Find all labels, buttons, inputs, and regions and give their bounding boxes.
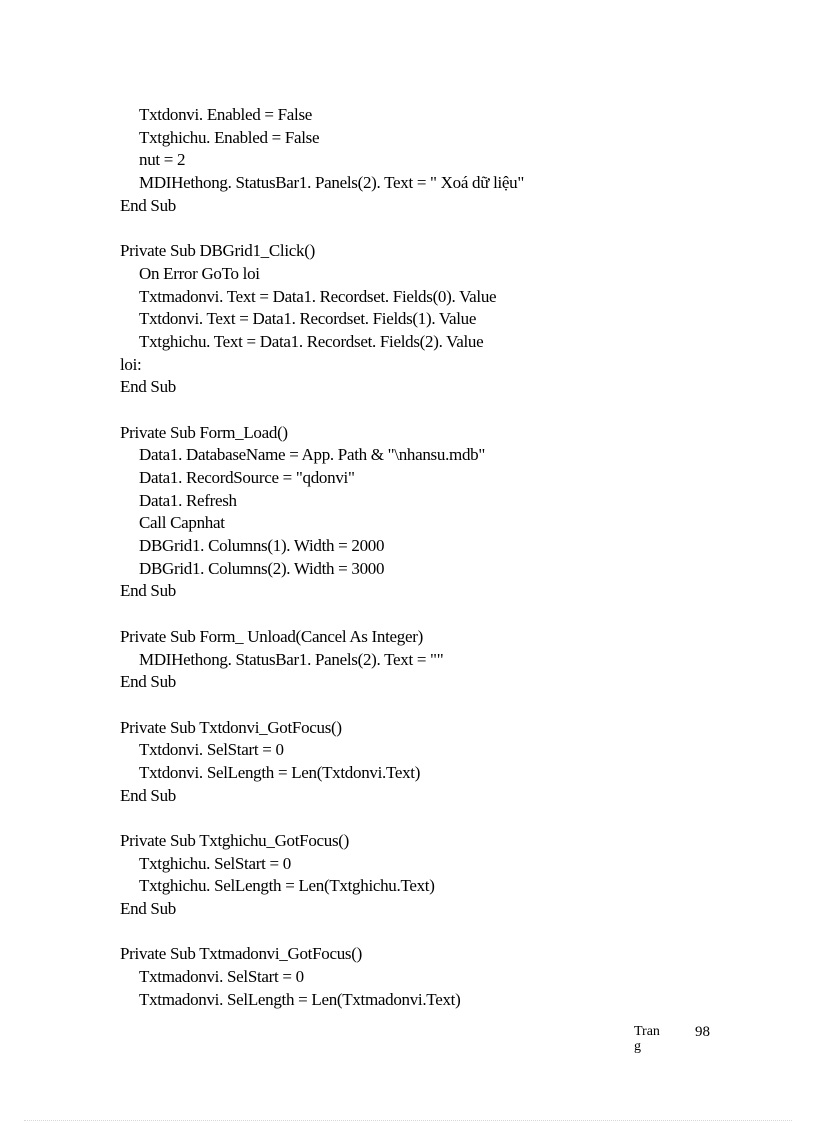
code-line: Txtmadonvi. SelStart = 0: [139, 967, 304, 987]
blank-line: [120, 921, 720, 944]
code-line: Data1. DatabaseName = App. Path & "\nhansu.mdb": [139, 445, 485, 465]
blank-line: [120, 217, 720, 240]
code-line: End Sub: [120, 195, 176, 215]
page-number: 98: [695, 1024, 710, 1040]
code-line: Txtghichu. SelLength = Len(Txtghichu.Text): [139, 876, 435, 896]
blank-line: [120, 399, 720, 422]
code-line: Txtdonvi. Text = Data1. Recordset. Fields(1). Value: [139, 309, 477, 329]
code-line: Data1. Refresh: [139, 490, 237, 510]
code-line: nut = 2: [139, 150, 186, 170]
code-line: Txtdonvi. SelStart = 0: [139, 740, 284, 760]
code-line: End Sub: [120, 377, 176, 397]
code-line: Private Sub Form_Load(): [120, 422, 288, 442]
code-line: Private Sub Txtmadonvi_GotFocus(): [120, 944, 362, 964]
code-line: Private Sub Form_ Unload(Cancel As Integer): [120, 626, 423, 646]
code-line: Txtmadonvi. Text = Data1. Recordset. Fields(0). Value: [139, 286, 497, 306]
blank-line: [120, 694, 720, 717]
code-line: MDIHethong. StatusBar1. Panels(2). Text = " Xoá dữ liệu": [139, 173, 525, 193]
code-line: End Sub: [120, 581, 176, 601]
code-line: End Sub: [120, 672, 176, 692]
code-line: On Error GoTo loi: [139, 263, 260, 283]
code-line: Data1. RecordSource = "qdonvi": [139, 468, 355, 487]
code-line: Txtghichu. Enabled = False: [139, 127, 320, 147]
code-line: Private Sub Txtdonvi_GotFocus(): [120, 717, 342, 737]
code-line: Txtghichu. SelStart = 0: [139, 853, 291, 873]
page-label: Trang: [634, 1024, 660, 1054]
bottom-divider: [24, 1120, 792, 1121]
code-line: loi:: [120, 354, 142, 374]
code-line: Call Capnhat: [139, 513, 225, 533]
code-line: DBGrid1. Columns(1). Width = 2000: [139, 536, 385, 556]
blank-line: [120, 603, 720, 626]
code-line: Txtghichu. Text = Data1. Recordset. Fields(2). Value: [139, 331, 484, 351]
code-listing: [120, 104, 720, 1012]
code-line: MDIHethong. StatusBar1. Panels(2). Text = "": [139, 649, 444, 669]
code-line: Txtdonvi. Enabled = False: [139, 105, 313, 124]
code-line: Txtmadonvi. SelLength = Len(Txtmadonvi.Text): [139, 989, 461, 1009]
code-line: End Sub: [120, 899, 176, 919]
code-line: DBGrid1. Columns(2). Width = 3000: [139, 558, 385, 578]
code-line: End Sub: [120, 785, 176, 805]
code-line: Private Sub Txtghichu_GotFocus(): [120, 831, 350, 850]
blank-line: [120, 807, 720, 830]
code-line: Txtdonvi. SelLength = Len(Txtdonvi.Text): [139, 762, 421, 782]
code-line: Private Sub DBGrid1_Click(): [120, 241, 315, 261]
